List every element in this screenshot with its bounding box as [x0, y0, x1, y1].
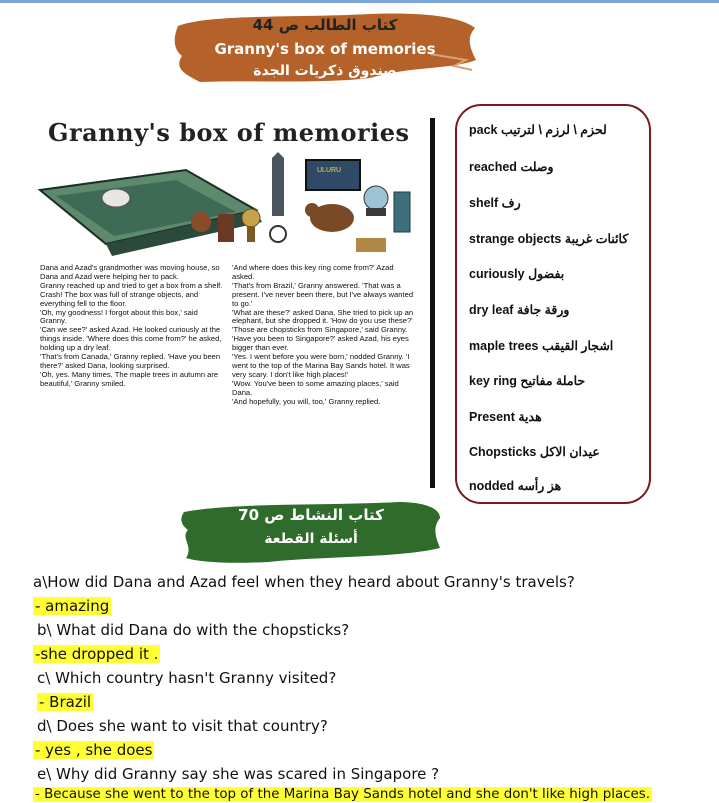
header-title-english: Granny's box of memories: [214, 40, 436, 58]
phone-box-icon: [394, 192, 410, 232]
story-right-column: [232, 264, 418, 407]
answer-b: -she dropped it .: [35, 645, 159, 663]
vocab-item: pack لحزم \ لرزم \ لترتيب: [469, 123, 607, 137]
story-paragraph: Granny reached up and tried to get a box from a shelf. Crash! The box was full of strange objects, and everything fell to the floor.: [40, 280, 223, 308]
wooden-box-icon: [356, 238, 386, 252]
story-paragraph: 'Oh, my goodness! I forgot about this box,' said Granny.: [40, 307, 198, 326]
top-rule: [0, 0, 719, 3]
story-paragraph: 'Those are chopsticks from Singapore,' said Granny.: [232, 325, 408, 335]
vocab-item: shelf رف: [469, 196, 521, 210]
story-paragraph: 'That's from Canada,' Granny replied. 'Have you been there?' asked Dana, looking surprised.: [40, 352, 221, 370]
answer-a: - amazing: [35, 597, 110, 615]
tower-icon: [272, 158, 284, 216]
story-paragraph: 'And hopefully, you will, too,' Granny replied.: [232, 396, 381, 406]
story-left-column: [40, 264, 223, 389]
header-title-arabic: صندوق ذكريات الجدة: [253, 63, 397, 79]
memories-illustration: [36, 152, 416, 260]
story-paragraph: 'Wow. You've been to some amazing places,' said Dana.: [232, 378, 399, 397]
answer-d: - yes , she does: [35, 741, 153, 759]
vocab-item: curiously بفضول: [469, 267, 565, 281]
vocab-item: strange objects كائنات غريبة: [469, 232, 629, 246]
story-paragraph: 'That's from Brazil,' Granny answered. 'That was a present. I've never been there, but I've always wanted to go.': [232, 280, 414, 308]
vocab-item: nodded هز رأسه: [469, 479, 562, 493]
figurine-icon: [218, 214, 234, 242]
snow-globe-icon: [364, 186, 388, 210]
student-book-page-label: كتاب الطالب ص 44: [252, 16, 398, 34]
header-banner: [170, 8, 480, 88]
question-a: a\How did Dana and Azad feel when they heard about Granny's travels?: [33, 573, 575, 591]
vocab-item: Present هدية: [469, 410, 542, 424]
story-paragraph: Dana and Azad's grandmother was moving house, so Dana and Azad were helping her to pack.: [40, 263, 220, 281]
vocab-item: Chopsticks عيدان الاكل: [469, 445, 600, 459]
activity-subtitle-arabic: أسئلة القطعة: [264, 531, 358, 547]
vocab-item: dry leaf ورقة جافة: [469, 303, 570, 317]
story-paragraph: 'Yes. I went before you were born,' nodded Granny. 'I went to the top of the Marina Bay Sands hotel. It was very scary. I don't like high places!': [232, 352, 410, 379]
column-divider: [430, 118, 435, 488]
activity-book-page-label: كتاب النشاط ص 70: [238, 506, 384, 524]
story-paragraph: 'Have you been to Singapore?' asked Azad, his eyes bigger than ever.: [232, 334, 409, 353]
key-ring-icon: [270, 226, 286, 242]
question-e: e\ Why did Granny say she was scared in Singapore ?: [37, 765, 440, 783]
story-paragraph: 'Can we see?' asked Azad. He looked curiously at the things inside. 'Where does this come from?' he asked, holding up a dry leaf.: [40, 325, 222, 353]
trophy-icon: [242, 209, 260, 227]
question-b: b\ What did Dana do with the chopsticks?: [37, 621, 350, 639]
ornament-icon: [191, 212, 211, 232]
story-paragraph: 'And where does this key ring come from?' Azad asked.: [232, 263, 394, 281]
book-page-title: Granny's box of memories: [48, 118, 410, 147]
vocab-item: reached وصلت: [469, 160, 554, 174]
story-paragraph: 'Oh, yes. Many times. The maple trees in autumn are beautiful,' Granny smiled.: [40, 369, 219, 388]
story-paragraph: 'What are these?' asked Dana. She tried to pick up an elephant, but she dropped it. 'How do you use these?': [232, 307, 414, 326]
vocab-item: key ring حاملة مفاتيح: [469, 374, 586, 388]
answer-c: - Brazil: [39, 693, 92, 711]
elephant-icon: [102, 189, 130, 207]
vocab-item: maple trees اشجار القيقب: [469, 339, 614, 353]
vocabulary-box: [455, 104, 651, 504]
picture-frame-icon: [306, 160, 360, 190]
question-d: d\ Does she want to visit that country?: [37, 717, 328, 735]
answer-e: - Because she went to the top of the Marina Bay Sands hotel and she don't like high places.: [35, 787, 650, 802]
frame-sign-text: ULURU: [317, 167, 342, 174]
question-c: c\ Which country hasn't Granny visited?: [37, 669, 337, 687]
activity-banner: [178, 498, 444, 566]
